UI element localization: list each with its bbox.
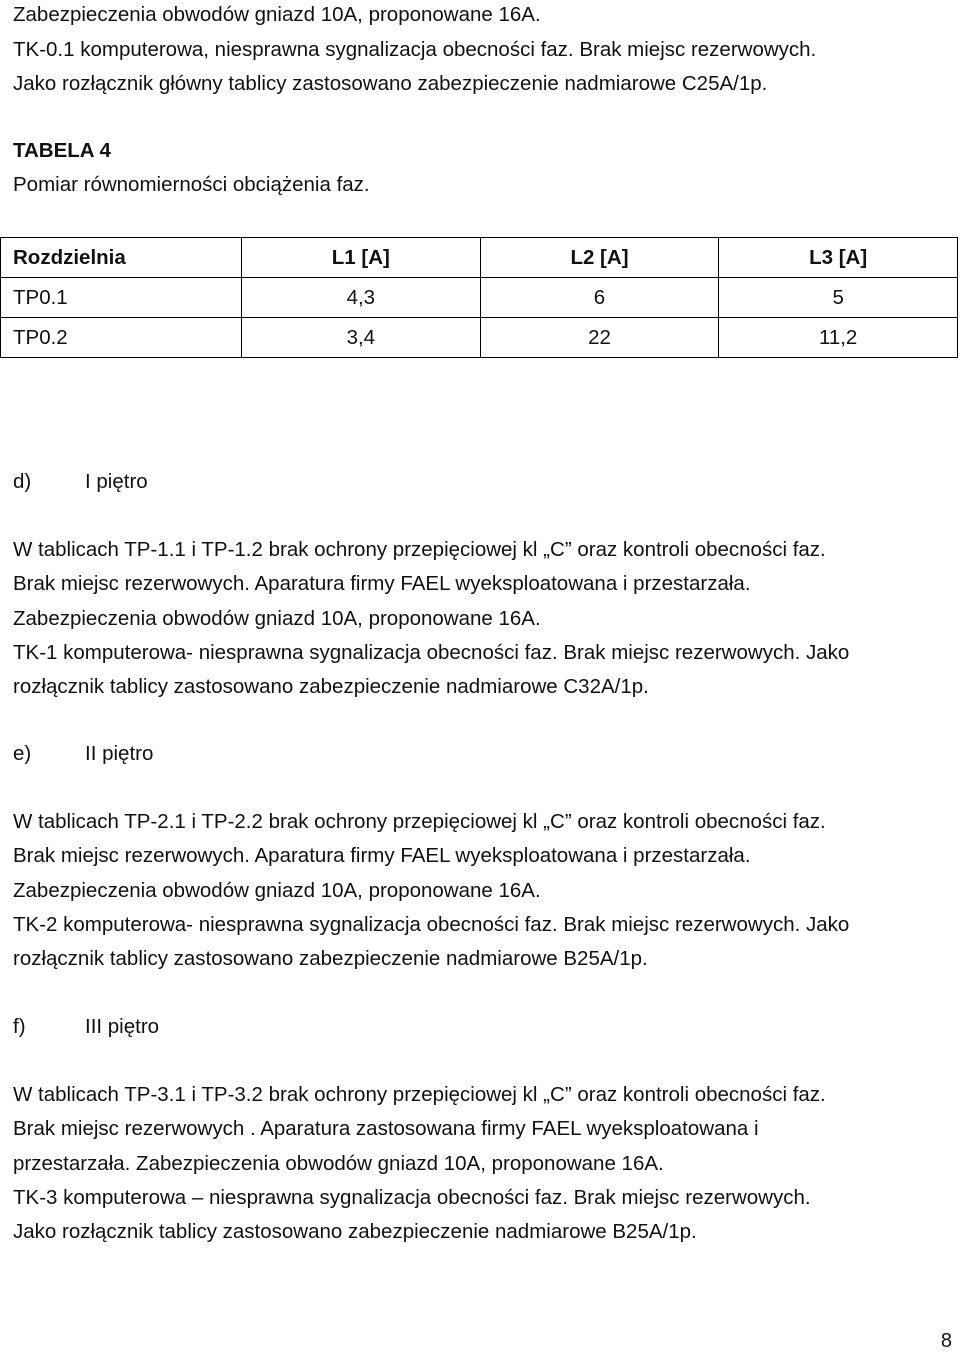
section-d-line-5: rozłącznik tablicy zastosowano zabezpieczenie nadmiarowe C32A/1p.	[13, 675, 649, 698]
table-header: L1 [A]	[242, 238, 481, 278]
section-e-line-3: Zabezpieczenia obwodów gniazd 10A, proponowane 16A.	[13, 879, 541, 902]
section-d-line-3: Zabezpieczenia obwodów gniazd 10A, proponowane 16A.	[13, 607, 541, 630]
section-d-line-2: Brak miejsc rezerwowych. Aparatura firmy FAEL wyeksploatowana i przestarzała.	[13, 572, 751, 595]
intro-line-2: TK-0.1 komputerowa, niesprawna sygnalizacja obecności faz. Brak miejsc rezerwowych.	[13, 38, 817, 61]
section-heading-f	[13, 1015, 159, 1039]
section-e-line-4: TK-2 komputerowa- niesprawna sygnalizacja obecności faz. Brak miejsc rezerwowych. Jako	[13, 913, 850, 936]
section-heading-e	[13, 742, 153, 766]
section-d-line-4: TK-1 komputerowa- niesprawna sygnalizacja obecności faz. Brak miejsc rezerwowych. Jako	[13, 641, 850, 664]
table-cell: 11,2	[719, 318, 958, 358]
table-cell: 22	[480, 318, 719, 358]
section-f-line-1: W tablicach TP-3.1 i TP-3.2 brak ochrony przepięciowej kl „C” oraz kontroli obecności faz.	[13, 1083, 826, 1106]
section-e-line-2: Brak miejsc rezerwowych. Aparatura firmy FAEL wyeksploatowana i przestarzała.	[13, 844, 751, 867]
table-cell: TP0.2	[1, 318, 242, 358]
section-title: II piętro	[85, 742, 154, 765]
section-title: III piętro	[85, 1015, 160, 1038]
table-cell: TP0.1	[1, 278, 242, 318]
section-e-line-5: rozłącznik tablicy zastosowano zabezpieczenie nadmiarowe B25A/1p.	[13, 947, 648, 970]
load-table	[0, 237, 958, 358]
table-header: Rozdzielnia	[1, 238, 242, 278]
section-title: I piętro	[85, 470, 148, 493]
table-row	[1, 278, 958, 318]
section-letter: d)	[13, 470, 32, 493]
table-cell: 4,3	[242, 278, 481, 318]
table-row	[1, 318, 958, 358]
section-f-line-2: Brak miejsc rezerwowych . Aparatura zastosowana firmy FAEL wyeksploatowana i	[13, 1117, 759, 1140]
table-cell: 6	[480, 278, 719, 318]
section-letter: e)	[13, 742, 32, 765]
section-f-line-5: Jako rozłącznik tablicy zastosowano zabezpieczenie nadmiarowe B25A/1p.	[13, 1220, 697, 1243]
table-header: L2 [A]	[480, 238, 719, 278]
section-f-line-3: przestarzała. Zabezpieczenia obwodów gniazd 10A, proponowane 16A.	[13, 1152, 664, 1175]
section-e-line-1: W tablicach TP-2.1 i TP-2.2 brak ochrony przepięciowej kl „C” oraz kontroli obecności faz.	[13, 810, 826, 833]
section-heading-d	[13, 470, 148, 494]
section-f-line-4: TK-3 komputerowa – niesprawna sygnalizacja obecności faz. Brak miejsc rezerwowych.	[13, 1186, 811, 1209]
table-cell: 5	[719, 278, 958, 318]
table-title: TABELA 4	[13, 139, 111, 162]
table-subtitle: Pomiar równomierności obciążenia faz.	[13, 173, 370, 196]
intro-line-1: Zabezpieczenia obwodów gniazd 10A, proponowane 16A.	[13, 3, 541, 26]
page-number: 8	[940, 1330, 952, 1352]
section-d-line-1: W tablicach TP-1.1 i TP-1.2 brak ochrony przepięciowej kl „C” oraz kontroli obecności faz.	[13, 538, 826, 561]
intro-line-3: Jako rozłącznik główny tablicy zastosowano zabezpieczenie nadmiarowe C25A/1p.	[13, 72, 768, 95]
table-header-row	[1, 238, 958, 278]
table-header: L3 [A]	[719, 238, 958, 278]
table-cell: 3,4	[242, 318, 481, 358]
section-letter: f)	[13, 1015, 26, 1038]
